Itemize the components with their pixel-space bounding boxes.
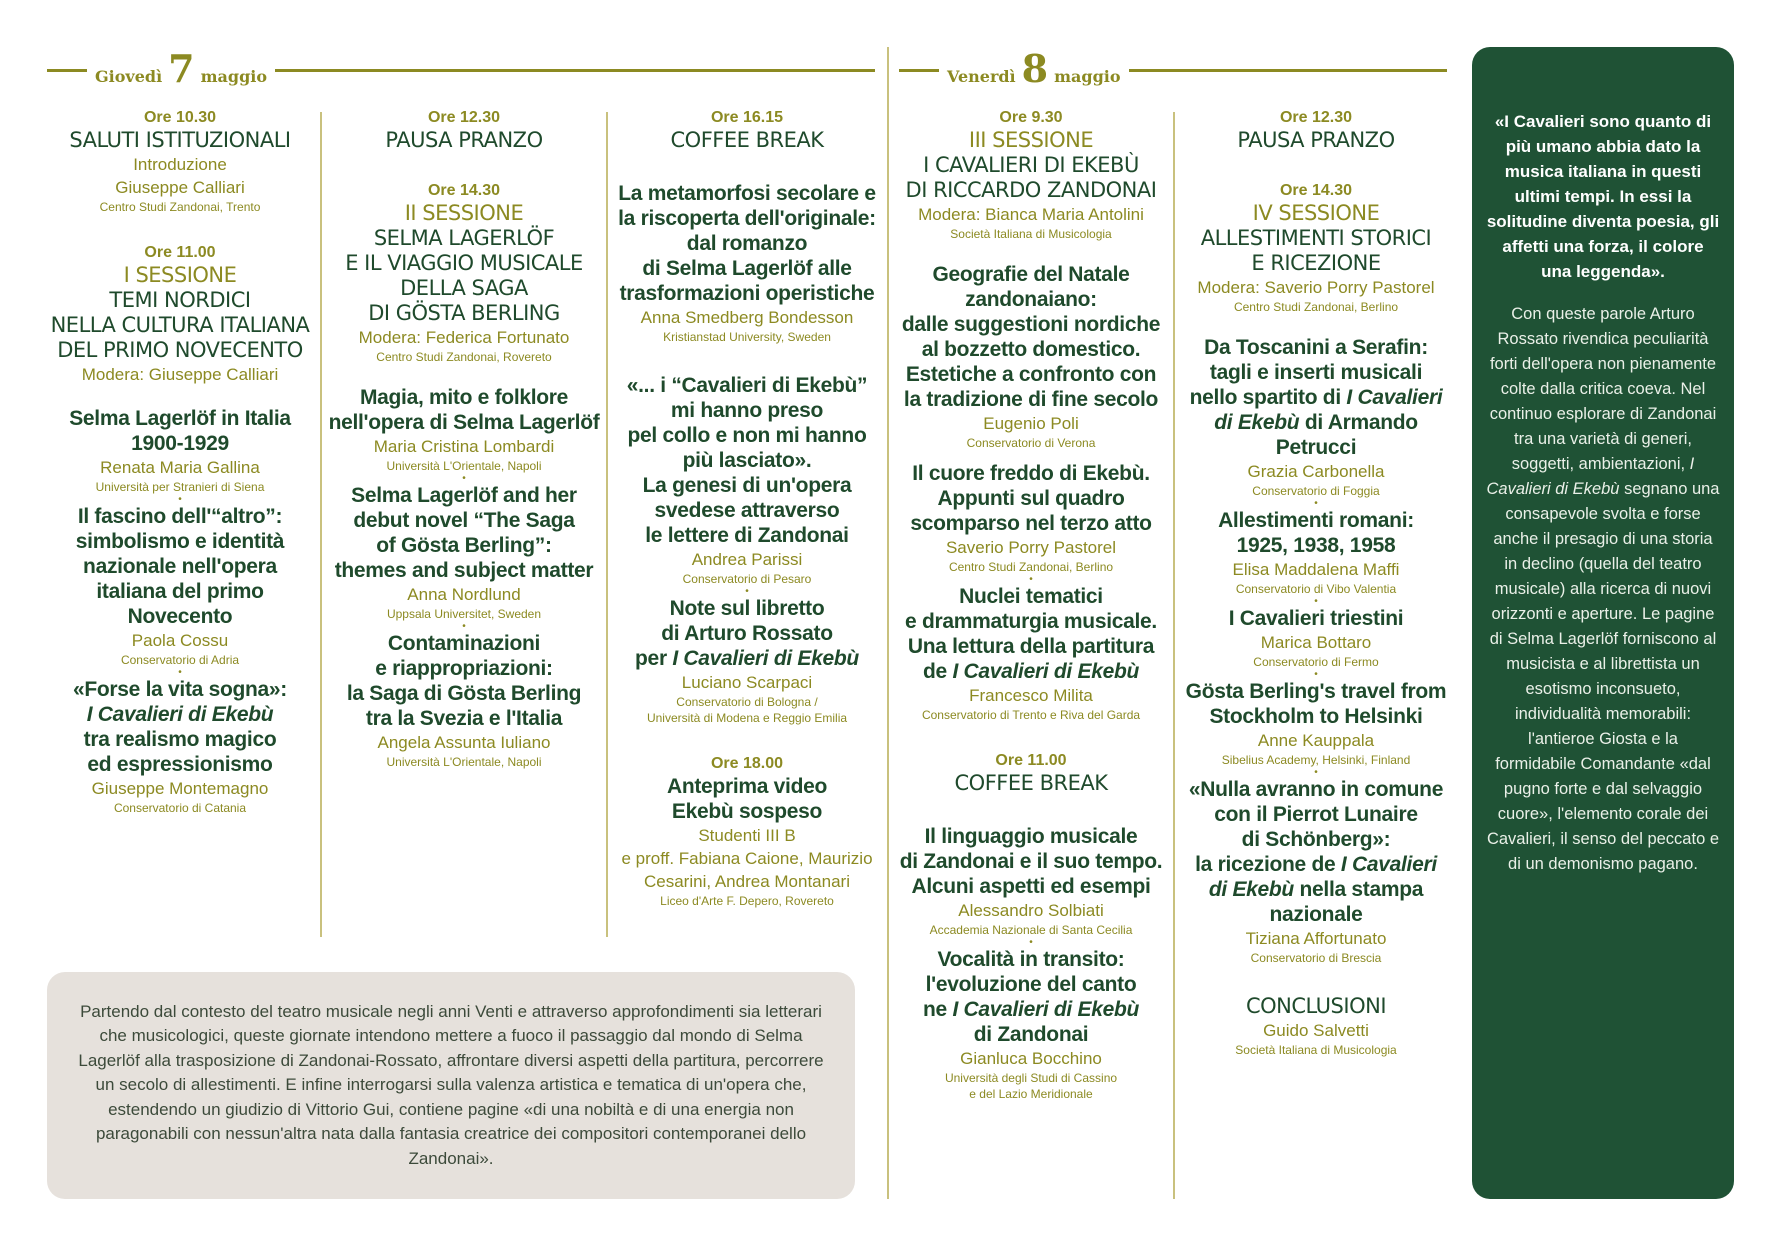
quote-body: Con queste parole Arturo Rossato rivendica peculiarità forti dell'opera non pienamente colte dalla critica coeva. Nel continuo esplorare di Zandonai tra una varietà di generi, soggetti, ambientazioni, I Cavalieri di Ekebù segnano una consapevole svolta e forse anche il presagio di una storia in declino (quella del teatro musicale) alla ricerca di nuovi orizzonti e aperture. Le pagine di Selma Lagerlöf forniscono al musicista e al librettista un esotismo inconsueto, individualità memorabili: l'antieroe Giosta e la formidabile Comandante «dal pugno forte e dal selvaggio cuore», l'elemento corale dei Cavalieri, il senso del peccato e di un demonismo pagano. — [1486, 305, 1720, 873]
divider — [320, 112, 322, 937]
column-day2-a: Ore 9.30 III SESSIONE I CAVALIERI DI EKEBÙ DI RICCARDO ZANDONAI Modera: Bianca Maria Antolini Società Italiana di Musicologia Geografie del Natale zandonaiano: dalle suggestioni nordiche al bozzetto domestico. Estetiche a confronto con la tradizione di fine secolo Eugenio Poli Conservatorio di Verona Il cuore freddo di Ekebù. Appunti sul quadro scomparso nel terzo atto Saverio Porry Pastorel Centro Studi Zandonai, Berlino • Nuclei tematici e drammaturgia musicale. Una lettura della partitura de I Cavalieri di Ekebù Francesco Milita Conservatorio di Trento e Riva del Garda Ore 11.00 COFFEE BREAK Il linguaggio musicale di Zandonai e il suo tempo. Alcuni aspetti ed esempi Alessandro Solbiati Accademia Nazionale di Santa Cecilia • Vocalità in transito: l'evoluzione del canto ne I Cavalieri di Ekebù di Zandonai Gianluca Bocchino Università degli Studi di Cassino e del Lazio Meridionale — [899, 109, 1163, 1101]
session-label: I SESSIONE — [123, 263, 237, 287]
day1-header: Giovedì 7 maggio — [47, 50, 875, 90]
day-divider — [887, 47, 889, 1199]
column-day1-c: Ore 16.15 COFFEE BREAK La metamorfosi secolare e la riscoperta dell'originale: dal romanzo di Selma Lagerlöf alle trasformazioni operistiche Anna Smedberg Bondesson Kristianstad University, Sweden «... i “Cavalieri di Ekebù” mi hanno preso pel collo e non mi hanno più lasciato». La genesi di un'opera svedese attraverso le lettere di Zandonai Andrea Parissi Conservatorio di Pesaro • Note sul libretto di Arturo Rossato per I Cavalieri di Ekebù Luciano Scarpaci Conservatorio di Bologna / Università di Modena e Reggio Emilia Ore 18.00 Anteprima video Ekebù sospeso Studenti III B e proff. Fabiana Caione, Maurizio Cesarini, Andrea Montanari Liceo d'Arte F. Depero, Rovereto — [618, 109, 876, 908]
quote-text: «I Cavalieri sono quanto di più umano abbia dato la musica italiana in questi ultimi tempi. In essi la solitudine diventa poesia, gli affetti una forza, il colore una leggenda». — [1486, 112, 1720, 281]
intro-box — [47, 972, 855, 1199]
quote-panel — [1472, 47, 1734, 1199]
heading-saluti: SALUTI ISTITUZIONALI — [69, 128, 291, 152]
intro-text: Partendo dal contesto del teatro musicale negli anni Venti e attraverso approfondimenti sia letterari che musicologici, queste giornate intendono mettere a fuoco il passaggio dal mondo di Selma Lagerlöf alla trasposizione di Zandonai-Rossato, affrontare diversi aspetti della partitura, percorrere un secolo di allestimenti. E infine interrogarsi sulla valenza artistica e tematica di un'opera che, estendendo un giudizio di Vittorio Gui, contiene pagine «di una nobiltà e di una energia non paragonabili con nessun'altra nata dalla fantasia creatrice dei compositori contemporanei dello Zandonai». — [78, 1001, 824, 1168]
divider — [606, 112, 608, 937]
day2-header: Venerdì 8 maggio — [899, 50, 1447, 90]
column-day1-a: Ore 10.30 SALUTI ISTITUZIONALI Introduzione Giuseppe Calliari Centro Studi Zandonai, Trento Ore 11.00 I SESSIONE TEMI NORDICI NELLA CULTURA ITALIANA DEL PRIMO NOVECENTO Modera: Giuseppe Calliari Selma Lagerlöf in Italia 1900-1929 Renata Maria Gallina Università per Stranieri di Siena • Il fascino dell'“altro”: simbolismo e identità nazionale nell'opera italiana del primo Novecento Paola Cossu Conservatorio di Adria • «Forse la vita sogna»: I Cavalieri di Ekebù tra realismo magico ed espressionismo Giuseppe Montemagno Conservatorio di Catania — [47, 108, 313, 816]
column-day1-b: Ore 12.30 PAUSA PRANZO Ore 14.30 II SESSIONE SELMA LAGERLÖF E IL VIAGGIO MUSICALE DELLA SAGA DI GÖSTA BERLING Modera: Federica Fortunato Centro Studi Zandonai, Rovereto Magia, mito e folklore nell'opera di Selma Lagerlöf Maria Cristina Lombardi Università L'Orientale, Napoli • Selma Lagerlöf and her debut novel “The Saga of Gösta Berling”: themes and subject matter Anna Nordlund Uppsala Universitet, Sweden • Contaminazioni e riappropriazioni: la Saga di Gösta Berling tra la Svezia e l'Italia Angela Assunta Iuliano Università L'Orientale, Napoli — [328, 109, 600, 769]
column-day2-b: Ore 12.30 PAUSA PRANZO Ore 14.30 IV SESSIONE ALLESTIMENTI STORICI E RICEZIONE Modera: Saverio Porry Pastorel Centro Studi Zandonai, Berlino Da Toscanini a Serafin: tagli e inserti musicali nello spartito di I Cavalieri di Ekebù di Armando Petrucci Grazia Carbonella Conservatorio di Foggia • Allestimenti romani: 1925, 1938, 1958 Elisa Maddalena Maffi Conservatorio di Vibo Valentia • I Cavalieri triestini Marica Bottaro Conservatorio di Fermo • Gösta Berling's travel from Stockholm to Helsinki Anne Kauppala Sibelius Academy, Helsinki, Finland • «Nulla avranno in comune con il Pierrot Lunaire di Schönberg»: la ricezione de I Cavalieri di Ekebù nella stampa nazionale Tiziana Affortunato Conservatorio di Brescia CONCLUSIONI Guido Salvetti Società Italiana di Musicologia — [1185, 109, 1447, 1057]
divider — [1173, 112, 1175, 1199]
